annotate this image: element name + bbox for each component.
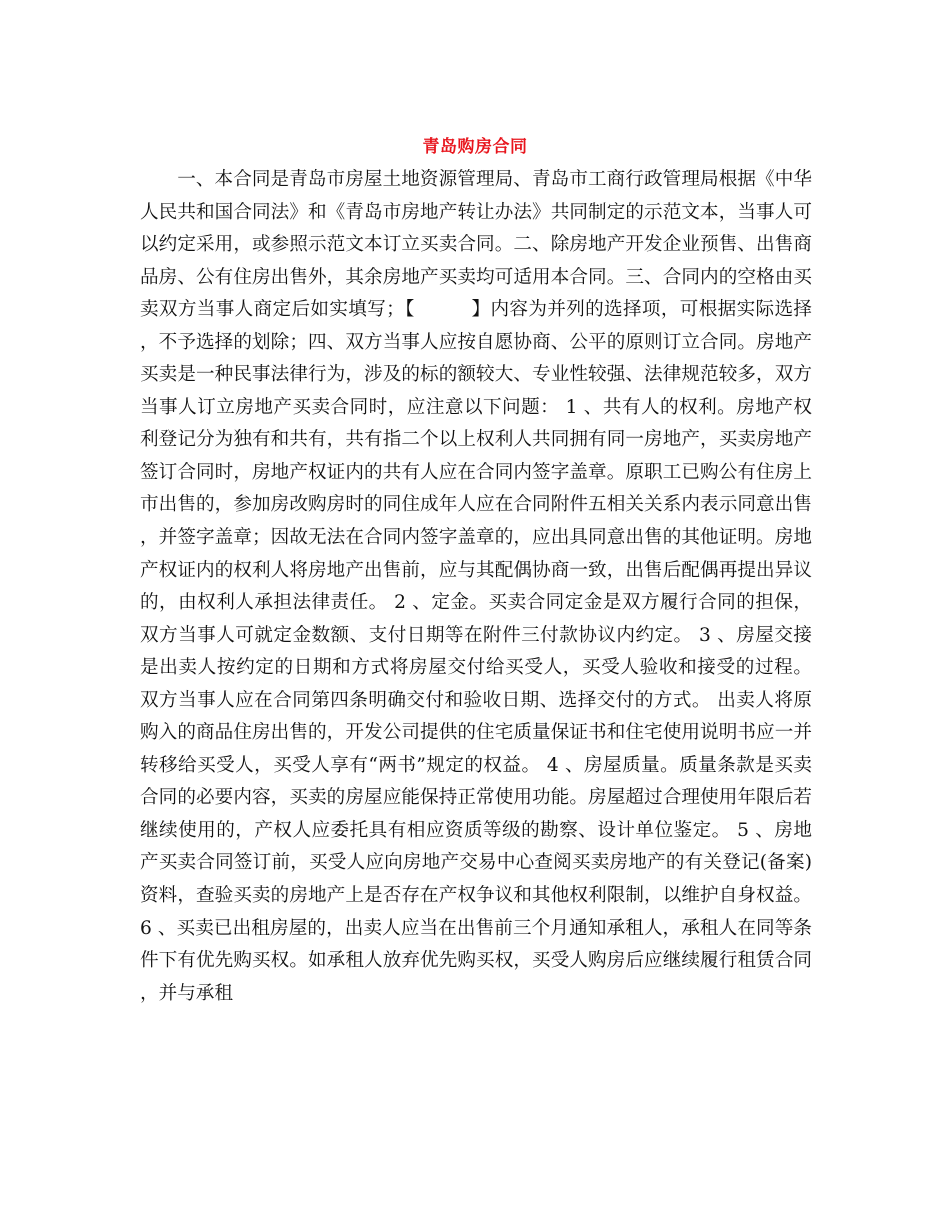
- document-title: 青岛购房合同: [422, 137, 528, 158]
- document-body-paragraph: 一、本合同是青岛市房屋土地资源管理局、青岛市工商行政管理局根据《中华人民共和国合同法》和《青岛市房地产转让办法》共同制定的示范文本，当事人可以约定采用，或参照示范文本订立买卖合同。二、除房地产开发企业预售、出售商品房、公有住房出售外，其余房地产买卖均可适用本合同。三、合同内的空格由买卖双方当事人商定后如实填写；【 】内容为并列的选择项，可根据实际选择，不予选择的划除；四、双方当事人应按自愿协商、公平的原则订立合同。房地产买卖是一种民事法律行为，涉及的标的额较大、专业性较强、法律规范较多，双方当事人订立房地产买卖合同时，应注意以下问题： 1 、共有人的权利。房地产权利登记分为独有和共有，共有指二个以上权利人共同拥有同一房地产，买卖房地产签订合同时，房地产权证内的共有人应在合同内签字盖章。原职工已购公有住房上市出售的，参加房改购房时的同住成年人应在合同附件五相关关系内表示同意出售，并签字盖章；因故无法在合同内签字盖章的，应出具同意出售的其他证明。房地产权证内的权利人将房地产出售前，应与其配偶协商一致，出售后配偶再提出异议的，由权利人承担法律责任。 2 、定金。买卖合同定金是双方履行合同的担保，双方当事人可就定金数额、支付日期等在附件三付款协议内约定。 3 、房屋交接是出卖人按约定的日期和方式将房屋交付给买受人，买受人验收和接受的过程。 双方当事人应在合同第四条明确交付和验收日期、选择交付的方式。 出卖人将原购入的商品住房出售的，开发公司提供的住宅质量保证书和住宅使用说明书应一并转移给买受人，买受人享有“两书”规定的权益。 4 、房屋质量。质量条款是买卖合同的必要内容，买卖的房屋应能保持正常使用功能。房屋超过合理使用年限后若继续使用的，产权人应委托具有相应资质等级的勘察、设计单位鉴定。 5 、房地产买卖合同签订前，买受人应向房地产交易中心查阅买卖房地产的有关登记(备案)资料，查验买卖的房地产上是否存在产权争议和其他权利限制，以维护自身权益。 6 、买卖已出租房屋的，出卖人应当在出售前三个月通知承租人，承租人在同等条件下有优先购买权。如承租人放弃优先购买权，买受人购房后应继续履行租赁合同，并与承租: [140, 169, 812, 1004]
